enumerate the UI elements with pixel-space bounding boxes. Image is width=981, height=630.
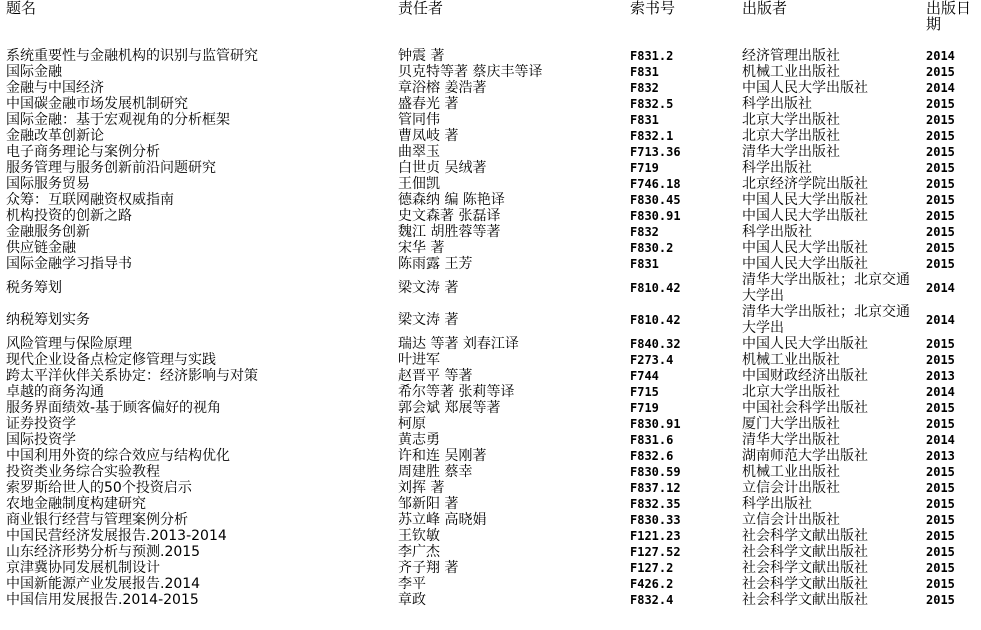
book-responsibility: 章政 <box>398 592 426 608</box>
book-publisher: 机械工业出版社 <box>742 464 840 480</box>
book-call-number: F715 <box>630 385 659 399</box>
table-row <box>0 160 981 176</box>
table-row <box>0 240 981 256</box>
book-call-number: F830.45 <box>630 193 681 207</box>
book-date: 2015 <box>926 545 955 559</box>
book-call-number: F127.52 <box>630 545 681 559</box>
table-row <box>0 400 981 416</box>
book-title: 机构投资的创新之路 <box>6 208 132 224</box>
book-responsibility: 王佃凯 <box>398 176 440 192</box>
book-publisher: 立信会计出版社 <box>742 512 840 528</box>
book-call-number: F127.2 <box>630 561 674 575</box>
book-responsibility: 史文森著 张磊译 <box>398 208 501 224</box>
book-publisher: 中国人民大学出版社 <box>742 336 868 352</box>
book-responsibility: 郭会斌 郑展等著 <box>398 400 501 416</box>
book-title: 现代企业设备点检定修管理与实践 <box>6 352 216 368</box>
book-call-number: F121.23 <box>630 529 681 543</box>
book-publisher: 机械工业出版社 <box>742 64 840 80</box>
book-title: 纳税筹划实务 <box>6 312 90 328</box>
book-call-number: F746.18 <box>630 177 681 191</box>
book-date: 2015 <box>926 97 955 111</box>
book-call-number: F830.59 <box>630 465 681 479</box>
book-publisher: 科学出版社 <box>742 160 812 176</box>
book-title: 国际投资学 <box>6 432 76 448</box>
book-title: 系统重要性与金融机构的识别与监管研究 <box>6 48 258 64</box>
table-row <box>0 512 981 528</box>
table-row <box>0 528 981 544</box>
table-row <box>0 272 981 304</box>
book-responsibility: 李广杰 <box>398 544 440 560</box>
book-publisher: 清华大学出版社 <box>742 144 840 160</box>
book-responsibility: 希尔等著 张莉等译 <box>398 384 515 400</box>
book-date: 2015 <box>926 513 955 527</box>
book-responsibility: 赵晋平 等著 <box>398 368 473 384</box>
header-pub-date: 出版日期 <box>926 0 972 33</box>
book-date: 2014 <box>926 385 955 399</box>
book-date: 2015 <box>926 593 955 607</box>
book-title: 电子商务理论与案例分析 <box>6 144 160 160</box>
table-row <box>0 496 981 512</box>
table-row <box>0 192 981 208</box>
table-row <box>0 368 981 384</box>
book-date: 2013 <box>926 449 955 463</box>
book-call-number: F831 <box>630 113 659 127</box>
book-title: 国际金融：基于宏观视角的分析框架 <box>6 112 230 128</box>
table-row <box>0 448 981 464</box>
book-publisher: 社会科学文献出版社 <box>742 560 868 576</box>
book-date: 2015 <box>926 225 955 239</box>
book-call-number: F719 <box>630 401 659 415</box>
book-publisher: 机械工业出版社 <box>742 352 840 368</box>
book-responsibility: 曹凤岐 著 <box>398 128 459 144</box>
book-publisher: 社会科学文献出版社 <box>742 544 868 560</box>
table-row <box>0 336 981 352</box>
book-responsibility: 邹新阳 著 <box>398 496 459 512</box>
book-date: 2013 <box>926 369 955 383</box>
book-date: 2015 <box>926 465 955 479</box>
book-publisher: 社会科学文献出版社 <box>742 592 868 608</box>
book-publisher: 清华大学出版社 <box>742 432 840 448</box>
book-publisher: 中国人民大学出版社 <box>742 240 868 256</box>
book-responsibility: 叶进军 <box>398 352 440 368</box>
book-date: 2014 <box>926 49 955 63</box>
book-date: 2015 <box>926 577 955 591</box>
header-call-number: 索书号 <box>630 0 676 17</box>
book-call-number: F831 <box>630 257 659 271</box>
book-call-number: F831.6 <box>630 433 674 447</box>
book-responsibility: 章浴榕 姜浩著 <box>398 80 487 96</box>
book-responsibility: 齐子翔 著 <box>398 560 459 576</box>
table-row <box>0 416 981 432</box>
table-row <box>0 48 981 64</box>
book-call-number: F719 <box>630 161 659 175</box>
book-call-number: F830.33 <box>630 513 681 527</box>
book-date: 2015 <box>926 193 955 207</box>
book-responsibility: 陈雨露 王芳 <box>398 256 473 272</box>
book-publisher: 经济管理出版社 <box>742 48 840 64</box>
book-publisher: 北京大学出版社 <box>742 384 840 400</box>
book-date: 2015 <box>926 161 955 175</box>
book-responsibility: 瑞达 等著 刘春江译 <box>398 336 519 352</box>
book-responsibility: 苏立峰 高晓娟 <box>398 512 487 528</box>
book-call-number: F426.2 <box>630 577 674 591</box>
book-publisher: 中国人民大学出版社 <box>742 256 868 272</box>
book-publisher: 立信会计出版社 <box>742 480 840 496</box>
book-call-number: F832 <box>630 225 659 239</box>
table-row <box>0 480 981 496</box>
book-call-number: F273.4 <box>630 353 674 367</box>
book-title: 京津冀协同发展机制设计 <box>6 560 160 576</box>
book-responsibility: 梁文涛 著 <box>398 312 459 328</box>
book-date: 2015 <box>926 113 955 127</box>
book-date: 2015 <box>926 337 955 351</box>
book-publisher: 科学出版社 <box>742 224 812 240</box>
book-date: 2015 <box>926 209 955 223</box>
table-row <box>0 64 981 80</box>
book-responsibility: 柯原 <box>398 416 426 432</box>
header-responsibility: 责任者 <box>398 0 444 17</box>
book-call-number: F832.35 <box>630 497 681 511</box>
book-responsibility: 宋华 著 <box>398 240 445 256</box>
book-title: 服务界面绩效-基于顾客偏好的视角 <box>6 400 222 416</box>
book-date: 2015 <box>926 353 955 367</box>
book-responsibility: 钟震 著 <box>398 48 445 64</box>
book-date: 2015 <box>926 129 955 143</box>
book-date: 2015 <box>926 241 955 255</box>
table-row <box>0 304 981 336</box>
book-responsibility: 李平 <box>398 576 426 592</box>
book-responsibility: 管同伟 <box>398 112 440 128</box>
book-title: 卓越的商务沟通 <box>6 384 104 400</box>
book-title: 索罗斯给世人的50个投资启示 <box>6 480 192 496</box>
book-title: 服务管理与服务创新前沿问题研究 <box>6 160 216 176</box>
table-row <box>0 384 981 400</box>
book-title: 中国信用发展报告.2014-2015 <box>6 592 199 608</box>
book-title: 金融与中国经济 <box>6 80 104 96</box>
table-row <box>0 144 981 160</box>
book-date: 2015 <box>926 65 955 79</box>
book-date: 2015 <box>926 145 955 159</box>
book-title: 农地金融制度构建研究 <box>6 496 146 512</box>
book-title: 国际金融 <box>6 64 62 80</box>
book-responsibility: 魏江 胡胜蓉等著 <box>398 224 501 240</box>
book-responsibility: 曲翠玉 <box>398 144 440 160</box>
book-title: 中国碳金融市场发展机制研究 <box>6 96 188 112</box>
book-title: 中国利用外资的综合效应与结构优化 <box>6 448 230 464</box>
table-row <box>0 432 981 448</box>
book-publisher: 北京经济学院出版社 <box>742 176 868 192</box>
book-title: 金融服务创新 <box>6 224 90 240</box>
book-call-number: F744 <box>630 369 659 383</box>
book-date: 2014 <box>926 281 955 295</box>
book-title: 中国新能源产业发展报告.2014 <box>6 576 201 592</box>
book-responsibility: 许和连 吴刚著 <box>398 448 487 464</box>
book-date: 2015 <box>926 401 955 415</box>
book-publisher: 北京大学出版社 <box>742 112 840 128</box>
table-row <box>0 80 981 96</box>
book-call-number: F832.5 <box>630 97 674 111</box>
book-publisher: 厦门大学出版社 <box>742 416 840 432</box>
book-date: 2015 <box>926 529 955 543</box>
book-call-number: F832.4 <box>630 593 674 607</box>
header-title: 题名 <box>6 0 37 17</box>
book-call-number: F837.12 <box>630 481 681 495</box>
table-row <box>0 176 981 192</box>
book-publisher: 中国人民大学出版社 <box>742 208 868 224</box>
book-call-number: F832.1 <box>630 129 674 143</box>
table-row <box>0 224 981 240</box>
table-row <box>0 128 981 144</box>
book-title: 证券投资学 <box>6 416 76 432</box>
book-call-number: F830.91 <box>630 209 681 223</box>
book-responsibility: 周建胜 蔡幸 <box>398 464 473 480</box>
book-title: 山东经济形势分析与预测.2015 <box>6 544 201 560</box>
table-row <box>0 352 981 368</box>
book-responsibility: 王钦敏 <box>398 528 440 544</box>
book-call-number: F840.32 <box>630 337 681 351</box>
book-call-number: F713.36 <box>630 145 681 159</box>
book-publisher: 湖南师范大学出版社 <box>742 448 868 464</box>
table-row <box>0 576 981 592</box>
book-publisher: 中国人民大学出版社 <box>742 80 868 96</box>
book-date: 2014 <box>926 433 955 447</box>
book-title: 供应链金融 <box>6 240 76 256</box>
book-call-number: F830.91 <box>630 417 681 431</box>
table-row <box>0 256 981 272</box>
book-publisher: 社会科学文献出版社 <box>742 528 868 544</box>
book-responsibility: 德森纳 编 陈艳译 <box>398 192 505 208</box>
book-responsibility: 刘挥 著 <box>398 480 445 496</box>
book-date: 2015 <box>926 417 955 431</box>
book-title: 风险管理与保险原理 <box>6 336 132 352</box>
book-publisher: 清华大学出版社；北京交通大学出 <box>742 304 910 336</box>
book-publisher: 科学出版社 <box>742 96 812 112</box>
book-call-number: F831 <box>630 65 659 79</box>
table-row <box>0 112 981 128</box>
book-responsibility: 黄志勇 <box>398 432 440 448</box>
table-row <box>0 96 981 112</box>
book-title: 中国民营经济发展报告.2013-2014 <box>6 528 227 544</box>
header-publisher: 出版者 <box>742 0 788 17</box>
book-title: 商业银行经营与管理案例分析 <box>6 512 188 528</box>
book-responsibility: 白世贞 吴绒著 <box>398 160 487 176</box>
book-title: 国际金融学习指导书 <box>6 256 132 272</box>
book-publisher: 北京大学出版社 <box>742 128 840 144</box>
book-call-number: F832 <box>630 81 659 95</box>
book-publisher: 中国财政经济出版社 <box>742 368 868 384</box>
book-title: 金融改革创新论 <box>6 128 104 144</box>
book-responsibility: 梁文涛 著 <box>398 280 459 296</box>
book-date: 2015 <box>926 561 955 575</box>
book-publisher: 社会科学文献出版社 <box>742 576 868 592</box>
book-call-number: F810.42 <box>630 313 681 327</box>
table-row <box>0 208 981 224</box>
table-row <box>0 544 981 560</box>
book-title: 国际服务贸易 <box>6 176 90 192</box>
book-publisher: 科学出版社 <box>742 496 812 512</box>
book-title: 跨太平洋伙伴关系协定：经济影响与对策 <box>6 368 258 384</box>
book-call-number: F832.6 <box>630 449 674 463</box>
book-title: 税务筹划 <box>6 280 62 296</box>
table-row <box>0 560 981 576</box>
book-date: 2015 <box>926 481 955 495</box>
table-row <box>0 592 981 608</box>
book-responsibility: 贝克特等著 蔡庆丰等译 <box>398 64 543 80</box>
book-publisher: 中国社会科学出版社 <box>742 400 868 416</box>
book-title: 投资类业务综合实验教程 <box>6 464 160 480</box>
book-list <box>0 48 981 608</box>
book-date: 2014 <box>926 81 955 95</box>
book-responsibility: 盛春光 著 <box>398 96 459 112</box>
book-date: 2015 <box>926 177 955 191</box>
book-date: 2015 <box>926 497 955 511</box>
book-publisher: 中国人民大学出版社 <box>742 192 868 208</box>
book-date: 2014 <box>926 313 955 327</box>
book-publisher: 清华大学出版社；北京交通大学出 <box>742 272 910 304</box>
book-call-number: F810.42 <box>630 281 681 295</box>
table-row <box>0 464 981 480</box>
book-title: 众筹：互联网融资权威指南 <box>6 192 174 208</box>
book-call-number: F830.2 <box>630 241 674 255</box>
book-date: 2015 <box>926 257 955 271</box>
book-call-number: F831.2 <box>630 49 674 63</box>
